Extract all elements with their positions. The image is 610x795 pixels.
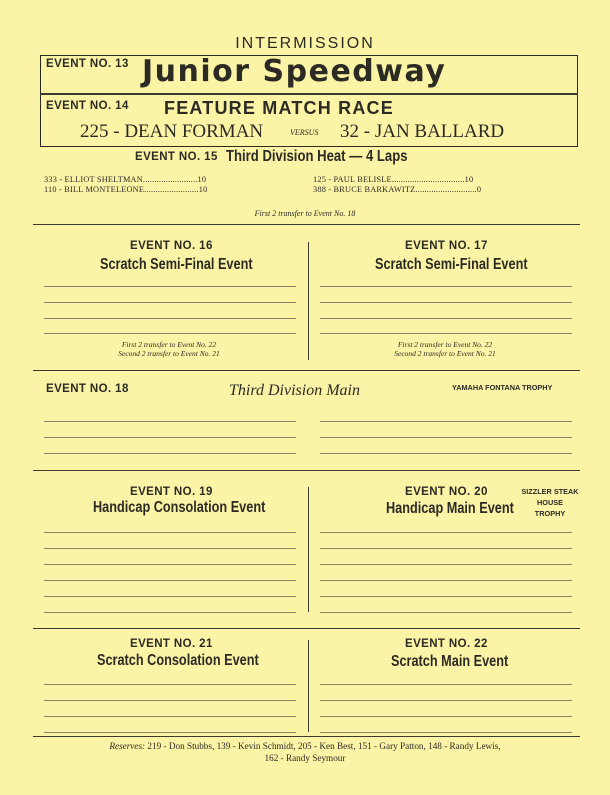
writing-line (320, 564, 572, 565)
event14-title: FEATURE MATCH RACE (164, 98, 394, 118)
event14-versus: VERSUS (290, 128, 319, 137)
writing-line (320, 612, 572, 613)
writing-line (44, 732, 296, 733)
event15-entry: 388 - BRUCE BARKAWITZ...........................0 (313, 185, 482, 194)
section-divider (33, 736, 580, 737)
intermission-heading: INTERMISSION (235, 35, 375, 52)
writing-line (320, 684, 572, 685)
section-divider (33, 370, 580, 371)
event18-trophy: YAMAHA FONTANA TROPHY (452, 383, 553, 392)
event20-trophy-line: TROPHY (534, 509, 566, 518)
event20-trophy-line: HOUSE (537, 498, 563, 507)
writing-line (320, 333, 572, 334)
event17-transfer (320, 340, 570, 358)
writing-line (320, 596, 572, 597)
writing-line (44, 437, 296, 438)
column-divider (308, 487, 309, 612)
writing-line (44, 333, 296, 334)
event15-transfer: First 2 transfer to Event No. 18 (254, 209, 356, 218)
event22-title: Scratch Main Event (391, 653, 509, 670)
writing-line (44, 421, 296, 422)
reserves-line (0, 740, 610, 752)
event15-entry: 125 - PAUL BELISLE................................10 (313, 175, 474, 184)
writing-line (320, 716, 572, 717)
event20-trophy (518, 486, 582, 519)
event14-label: EVENT NO. 14 (46, 100, 129, 112)
event15-entry: 333 - ELLIOT SHELTMAN........................10 (44, 175, 207, 184)
column-divider (308, 640, 309, 732)
writing-line (44, 716, 296, 717)
event15-entry: 110 - BILL MONTELEONE........................10 (44, 185, 208, 194)
writing-line (44, 532, 296, 533)
writing-line (44, 564, 296, 565)
writing-line (320, 700, 572, 701)
writing-line (44, 580, 296, 581)
writing-line (320, 580, 572, 581)
event17-transfer-line: First 2 transfer to Event No. 22 (397, 340, 493, 349)
writing-line (44, 302, 296, 303)
reserves-label: Reserves: (109, 741, 146, 751)
writing-line (44, 286, 296, 287)
writing-line (320, 548, 572, 549)
reserves-line: 162 - Randy Seymour (264, 753, 346, 763)
event19-label: EVENT NO. 19 (130, 486, 213, 498)
writing-line (320, 302, 572, 303)
writing-line (320, 437, 572, 438)
writing-line (320, 732, 572, 733)
writing-line (44, 453, 296, 454)
reserves-text: 219 - Don Stubbs, 139 - Kevin Schmidt, 205 - Ken Best, 151 - Gary Patton, 148 - Randy Lewis, (147, 741, 501, 751)
event20-trophy-line: SIZZLER STEAK (521, 487, 579, 496)
event13-label: EVENT NO. 13 (46, 58, 129, 70)
box-divider (40, 93, 578, 95)
event22-label: EVENT NO. 22 (405, 638, 488, 650)
writing-line (44, 612, 296, 613)
event15-label: EVENT NO. 15 (135, 151, 218, 163)
section-divider (33, 470, 580, 471)
event16-transfer-line: First 2 transfer to Event No. 22 (121, 340, 217, 349)
event16-transfer-line: Second 2 transfer to Event No. 21 (118, 349, 220, 358)
event16-title: Scratch Semi-Final Event (100, 256, 253, 273)
event17-transfer-line: Second 2 transfer to Event No. 21 (394, 349, 496, 358)
event16-label: EVENT NO. 16 (130, 240, 213, 252)
writing-line (44, 684, 296, 685)
event14-right-rider: 32 - JAN BALLARD (340, 121, 505, 142)
event21-label: EVENT NO. 21 (130, 638, 213, 650)
event13-title: Junior Speedway (142, 54, 447, 89)
writing-line (320, 532, 572, 533)
reserves (0, 740, 610, 764)
writing-line (320, 421, 572, 422)
event18-label: EVENT NO. 18 (46, 383, 129, 395)
event19-title: Handicap Consolation Event (93, 499, 266, 516)
section-divider (33, 224, 580, 225)
event16-transfer (44, 340, 294, 358)
writing-line (44, 700, 296, 701)
writing-line (44, 318, 296, 319)
event15-title: Third Division Heat — 4 Laps (226, 148, 408, 165)
event21-title: Scratch Consolation Event (97, 652, 259, 669)
writing-line (320, 286, 572, 287)
column-divider (308, 242, 309, 360)
writing-line (320, 318, 572, 319)
writing-line (44, 596, 296, 597)
section-divider (33, 628, 580, 629)
event17-label: EVENT NO. 17 (405, 240, 488, 252)
event18-title: Third Division Main (229, 382, 360, 399)
event20-title: Handicap Main Event (386, 500, 514, 517)
event14-left-rider: 225 - DEAN FORMAN (80, 121, 264, 142)
writing-line (44, 548, 296, 549)
event20-label: EVENT NO. 20 (405, 486, 488, 498)
event17-title: Scratch Semi-Final Event (375, 256, 528, 273)
writing-line (320, 453, 572, 454)
